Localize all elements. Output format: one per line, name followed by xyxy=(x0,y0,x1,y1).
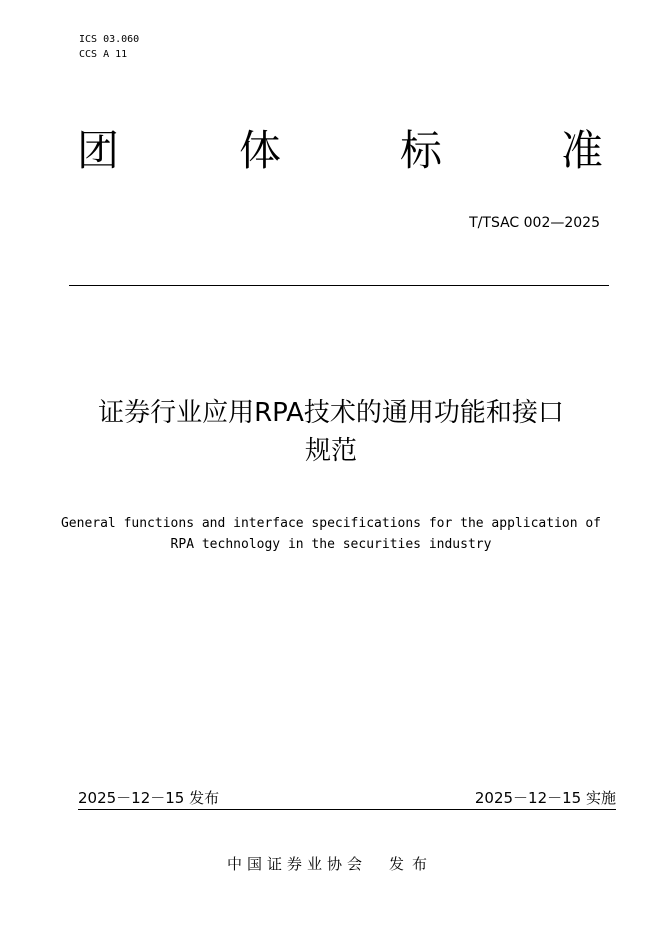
english-title xyxy=(20,513,642,555)
classification-codes xyxy=(79,32,139,62)
document-type-char: 团 xyxy=(77,126,120,175)
document-type-heading xyxy=(77,126,603,176)
document-type-char: 标 xyxy=(400,126,443,175)
issuer-organization: 中国证券业协会 xyxy=(226,855,367,873)
chinese-title-line-1: 证券行业应用RPA技术的通用功能和接口 xyxy=(98,398,564,428)
publish-date: 2025－12－15 发布 xyxy=(78,789,220,807)
standard-number: T/TSAC 002—2025 xyxy=(469,215,600,231)
dates-row xyxy=(78,788,616,808)
document-type-char: 体 xyxy=(239,126,282,175)
issuer-line xyxy=(0,853,662,875)
ics-code: ICS 03.060 xyxy=(79,34,140,45)
chinese-title xyxy=(40,394,622,470)
english-title-line-2: RPA technology in the securities industry xyxy=(170,537,492,552)
top-divider xyxy=(69,285,609,286)
document-type-char: 准 xyxy=(560,126,603,175)
implement-date: 2025－12－15 实施 xyxy=(474,789,616,807)
ccs-code: CCS A 11 xyxy=(79,49,128,60)
bottom-divider xyxy=(78,809,616,810)
chinese-title-line-2: 规范 xyxy=(304,436,357,466)
issuer-action: 发布 xyxy=(389,855,436,873)
english-title-line-1: General functions and interface specifications for the application of xyxy=(60,516,602,531)
